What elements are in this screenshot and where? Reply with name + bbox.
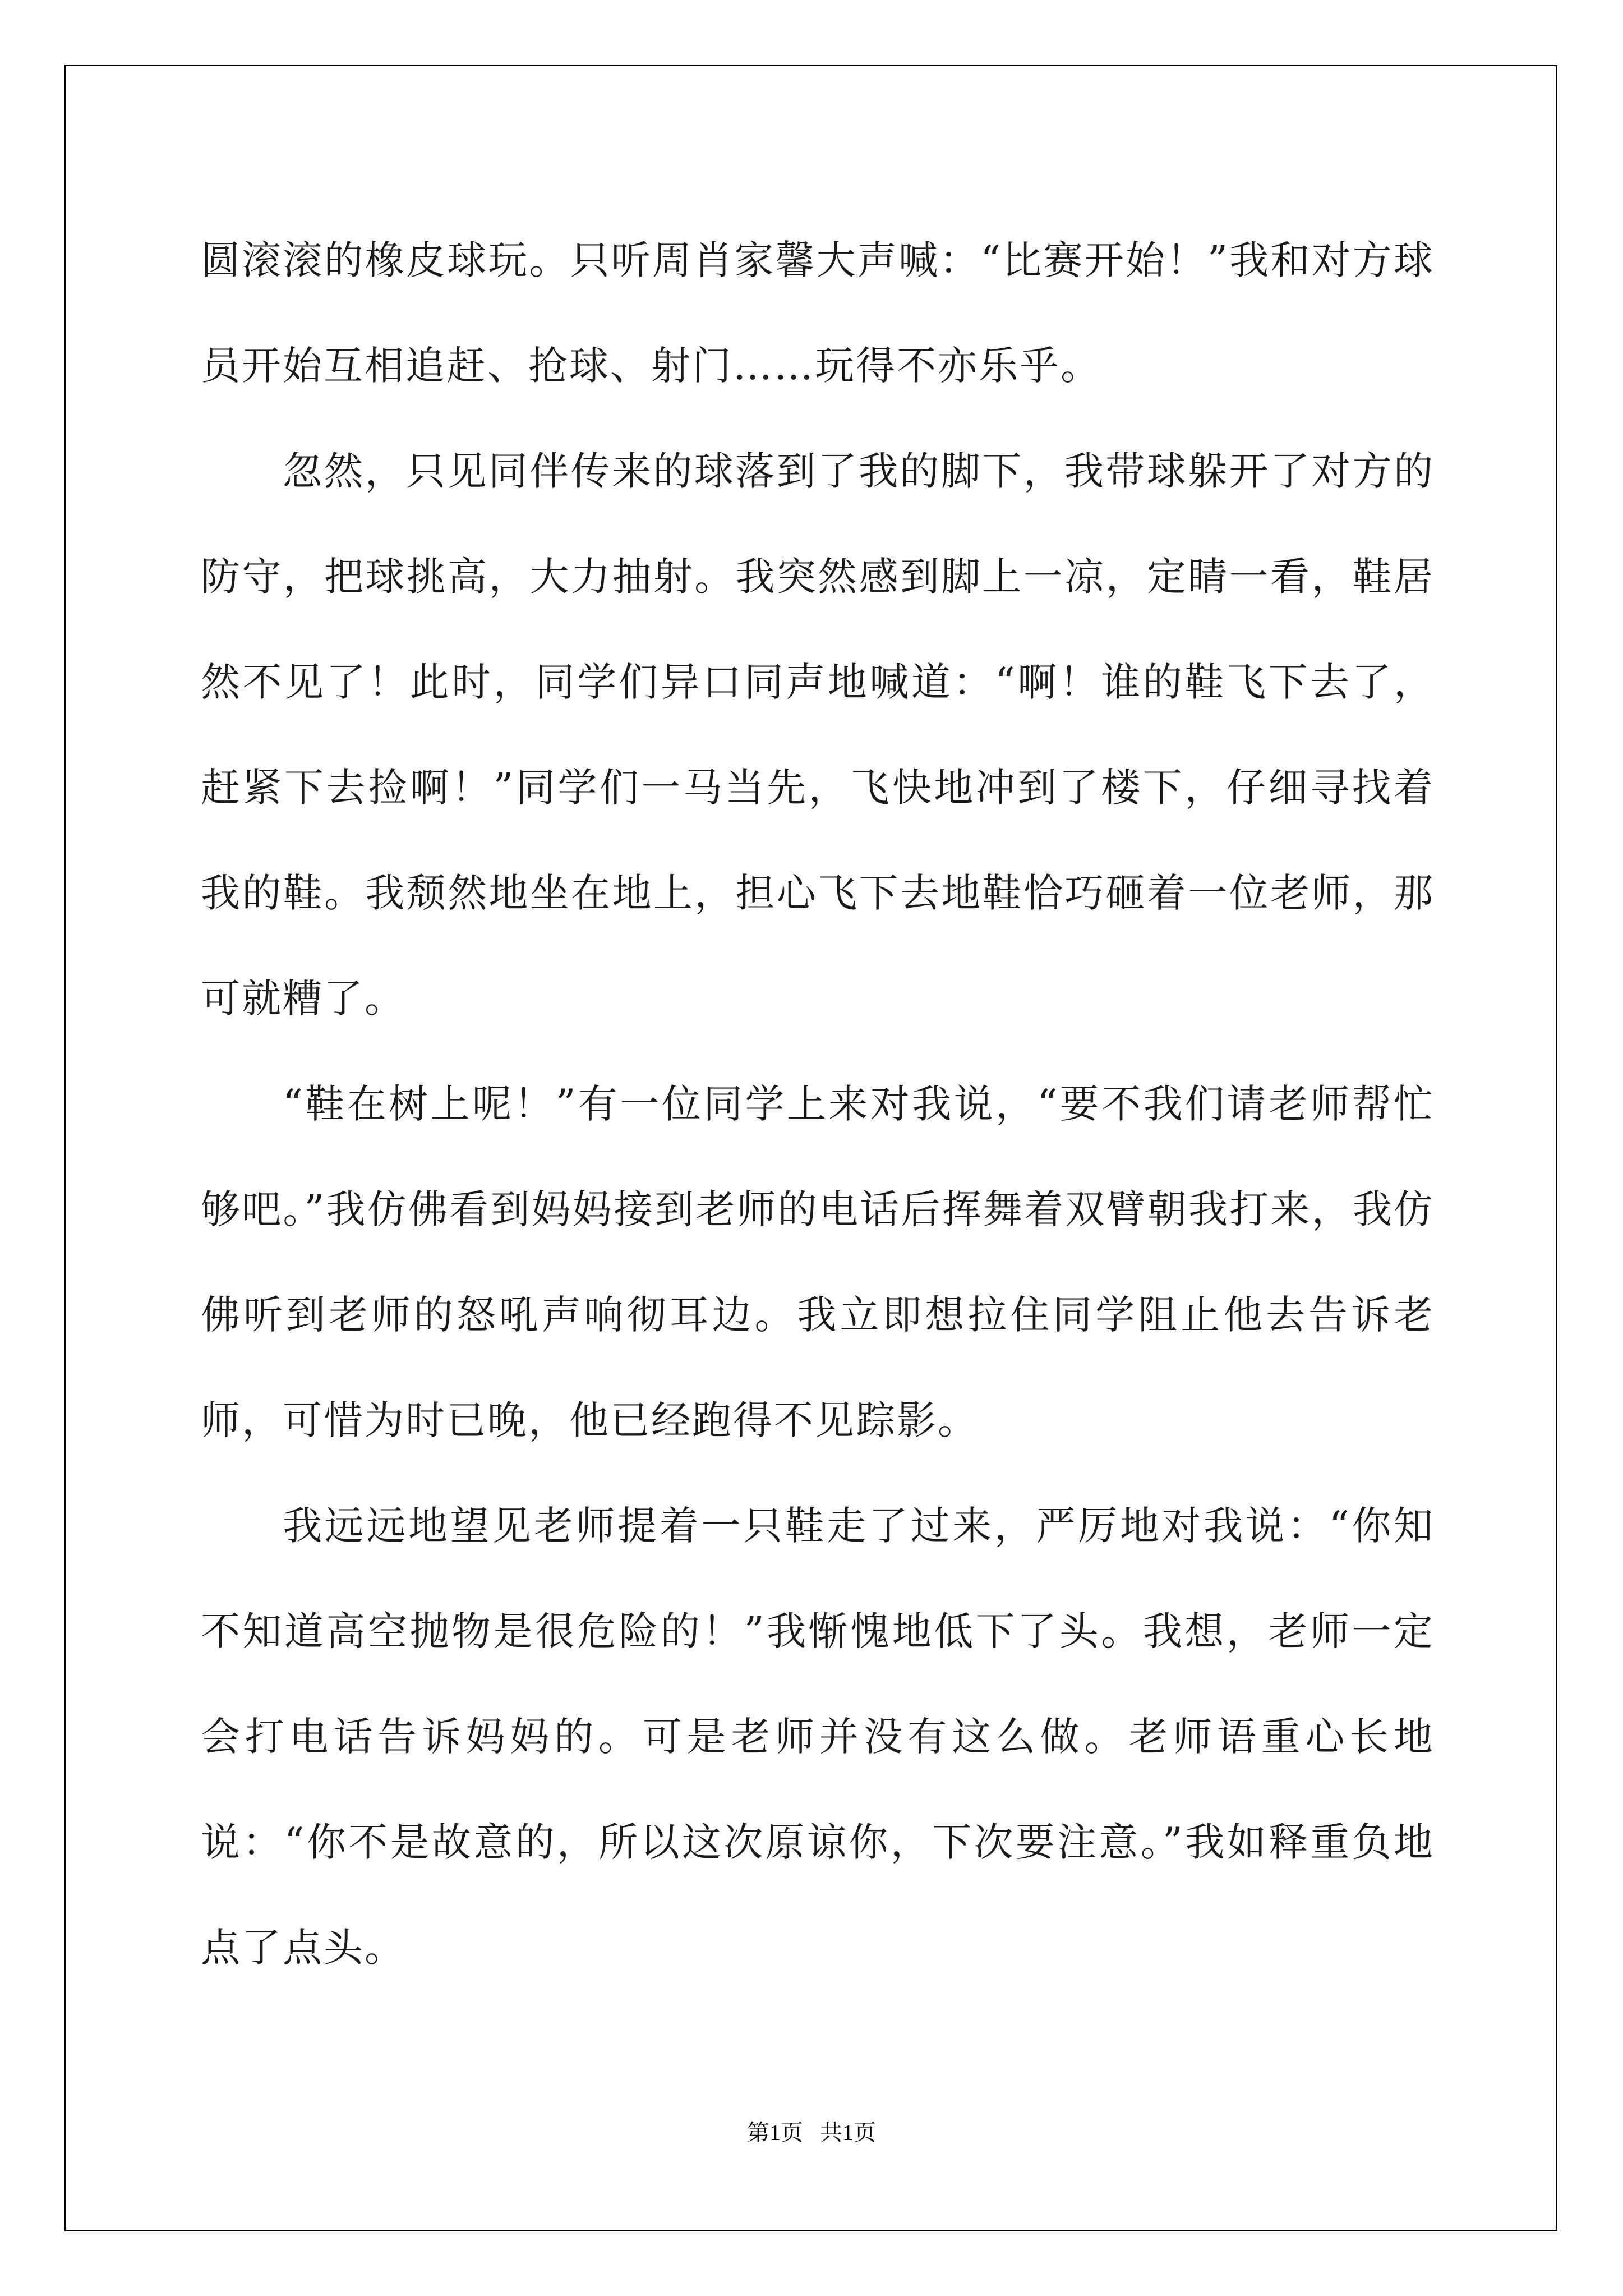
document-body: [201, 208, 1435, 2000]
page-total: 共1页: [820, 2120, 876, 2145]
paragraph-3: “鞋在树上呢！”有一位同学上来对我说，“要不我们请老师帮忙够吧。”我仿佛看到妈妈接到老师的电话后挥舞着双臂朝我打来，我仿佛听到老师的怒吼声响彻耳边。我立即想拉住同学阻止他去告诉老师，可惜为时已晚，他已经跑得不见踪影。: [201, 1081, 1435, 1443]
paragraph-4: 我远远地望见老师提着一只鞋走了过来，严厉地对我说：“你知不知道高空抛物是很危险的！”我惭愧地低下了头。我想，老师一定会打电话告诉妈妈的。可是老师并没有这么做。老师语重心长地说：“你不是故意的，所以这次原谅你，下次要注意。”我如释重负地点了点头。: [201, 1503, 1435, 1971]
paragraph-2: 忽然，只见同伴传来的球落到了我的脚下，我带球躲开了对方的防守，把球挑高，大力抽射。我突然感到脚上一凉，定睛一看，鞋居然不见了！此时，同学们异口同声地喊道：“啊！谁的鞋飞下去了，赶紧下去捡啊！”同学们一马当先，飞快地冲到了楼下，仔细寻找着我的鞋。我颓然地坐在地上，担心飞下去地鞋恰巧砸着一位老师，那可就糟了。: [201, 448, 1435, 1022]
page-number: 第1页: [747, 2120, 803, 2145]
paragraph-1: 圆滚滚的橡皮球玩。只听周肖家馨大声喊：“比赛开始！”我和对方球员开始互相追赶、抢球、射门……玩得不亦乐乎。: [201, 237, 1435, 389]
page-footer: [0, 2115, 1623, 2147]
